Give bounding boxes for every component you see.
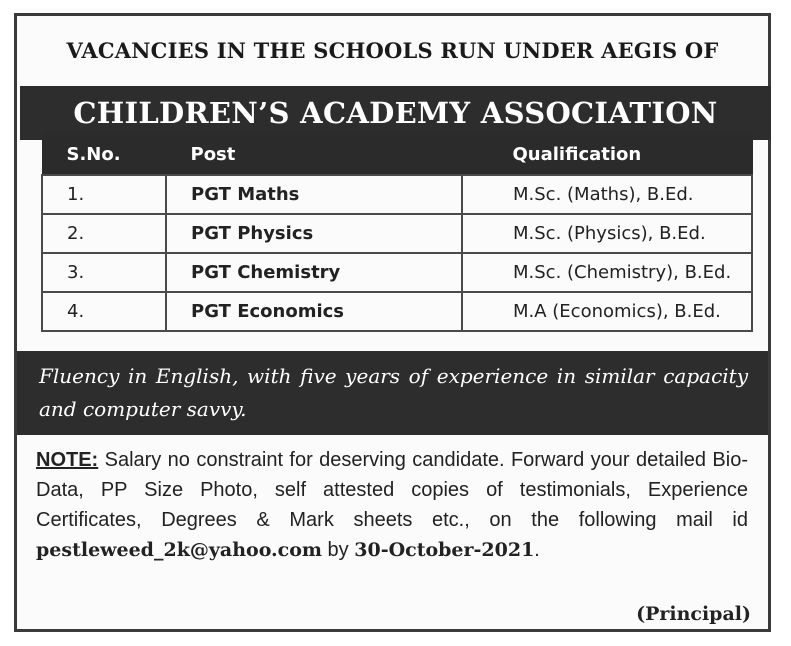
heading-line1: VACANCIES IN THE SCHOOLS RUN UNDER AEGIS OF bbox=[66, 38, 719, 63]
row-qualification: M.A (Economics), B.Ed. bbox=[462, 292, 752, 331]
header-qualification: Qualification bbox=[462, 134, 752, 176]
note-end: . bbox=[534, 539, 540, 561]
row-post: PGT Physics bbox=[166, 214, 462, 253]
email-address: pestleweed_2k@yahoo.com bbox=[36, 539, 322, 561]
row-sno: 2. bbox=[42, 214, 166, 253]
row-qualification: M.Sc. (Chemistry), B.Ed. bbox=[462, 253, 752, 292]
header-post: Post bbox=[166, 134, 462, 176]
header-sno: S.No. bbox=[42, 134, 166, 176]
fluency-requirement: Fluency in English, with five years of experience in similar capacity and computer savvy. bbox=[17, 351, 768, 435]
note-body: Salary no constraint for deserving candidate. Forward your detailed Bio-Data, PP Size Photo, self attested copies of testimonials, Experience Certificates, Degrees & Mark sheets etc., on the following mail id bbox=[36, 449, 748, 531]
deadline-date: 30-October-2021 bbox=[354, 539, 535, 561]
row-post: PGT Maths bbox=[166, 175, 462, 214]
row-post: PGT Chemistry bbox=[166, 253, 462, 292]
note-label: NOTE: bbox=[36, 449, 99, 471]
row-post: PGT Economics bbox=[166, 292, 462, 331]
body-area bbox=[14, 13, 771, 632]
row-qualification: M.Sc. (Maths), B.Ed. bbox=[462, 175, 752, 214]
heading-banner: CHILDREN’S ACADEMY ASSOCIATION bbox=[20, 86, 771, 140]
row-sno: 4. bbox=[42, 292, 166, 331]
row-sno: 1. bbox=[42, 175, 166, 214]
row-qualification: M.Sc. (Physics), B.Ed. bbox=[462, 214, 752, 253]
note-by: by bbox=[322, 539, 355, 561]
note-paragraph bbox=[36, 445, 748, 565]
signature-principal: (Principal) bbox=[636, 603, 751, 625]
row-sno: 3. bbox=[42, 253, 166, 292]
